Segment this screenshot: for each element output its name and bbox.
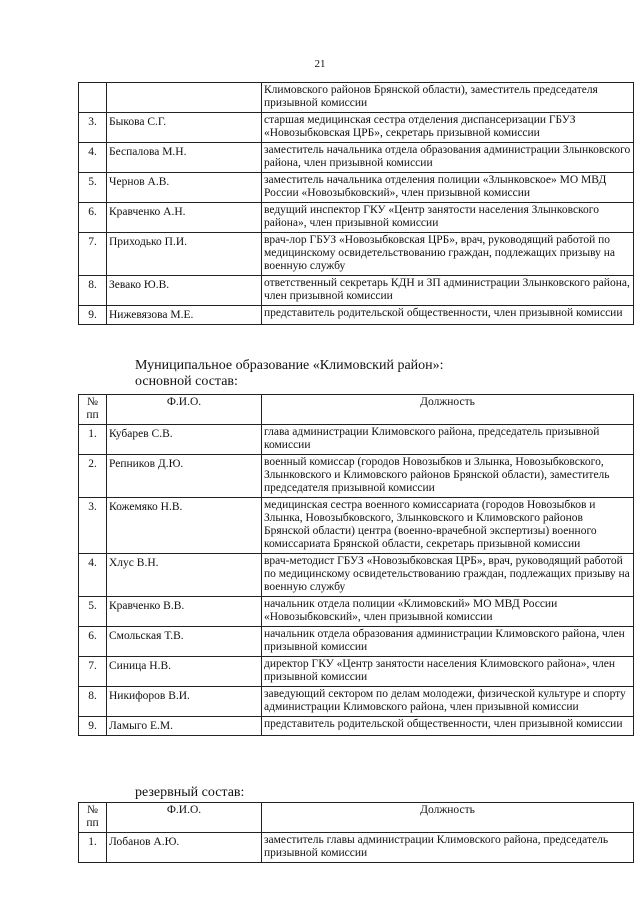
- row-number: 9.: [79, 306, 107, 325]
- row-number: 8.: [79, 687, 107, 717]
- member-position: начальник отдела полиции «Климовский» МО МВД России «Новозыбковский», член призывной комиссии: [262, 597, 634, 627]
- member-position: старшая медицинская сестра отделения диспансеризации ГБУЗ «Новозыбковская ЦРБ», секретарь призывной комиссии: [262, 113, 634, 143]
- member-position: заместитель начальника отдела образования администрации Злынковского района, член призывной комиссии: [262, 143, 634, 173]
- table-row: [79, 143, 634, 173]
- member-name: Кубарев С.В.: [107, 425, 262, 455]
- member-name: Кравченко А.Н.: [107, 203, 262, 233]
- table-header-row: [79, 395, 634, 425]
- member-name: Кравченко В.В.: [107, 597, 262, 627]
- row-number: 2.: [79, 455, 107, 498]
- commission-table-klimovo-reserve: [78, 802, 634, 863]
- member-position: директор ГКУ «Центр занятости населения Климовского района», член призывной комиссии: [262, 657, 634, 687]
- row-number: 6.: [79, 627, 107, 657]
- table-row: [79, 687, 634, 717]
- row-number: 3.: [79, 113, 107, 143]
- reserve-composition-heading: резервный состав:: [135, 785, 245, 800]
- table-header-row: [79, 803, 634, 833]
- member-name: Хлус В.Н.: [107, 554, 262, 597]
- row-number: [79, 83, 107, 113]
- header-name: Ф.И.О.: [107, 803, 262, 833]
- member-position: врач-методист ГБУЗ «Новозыбковская ЦРБ», врач, руководящий работой по медицинскому освидетельствованию граждан, подлежащих призыву на военную службу: [262, 554, 634, 597]
- member-name: Лобанов А.Ю.: [107, 833, 262, 863]
- member-name: Быкова С.Г.: [107, 113, 262, 143]
- commission-table-zlynka: [78, 82, 634, 325]
- table-body: [79, 425, 634, 736]
- header-num: № пп: [79, 395, 107, 425]
- table-row: [79, 173, 634, 203]
- member-position: ответственный секретарь КДН и ЗП администрации Злынковского района, член призывной комиссии: [262, 276, 634, 306]
- header-position: Должность: [262, 395, 634, 425]
- page-number: 21: [314, 58, 326, 70]
- table-row: [79, 833, 634, 863]
- member-name: Синица Н.В.: [107, 657, 262, 687]
- row-number: 5.: [79, 597, 107, 627]
- member-name: Зевако Ю.В.: [107, 276, 262, 306]
- row-number: 1.: [79, 425, 107, 455]
- member-name: Ламыго Е.М.: [107, 717, 262, 736]
- member-position: представитель родительской общественности, член призывной комиссии: [262, 306, 634, 325]
- member-position: военный комиссар (городов Новозыбков и Злынка, Новозыбковского, Злынковского и Климовского районов Брянской области), заместитель председателя призывной комиссии: [262, 455, 634, 498]
- table-row: [79, 554, 634, 597]
- row-number: 1.: [79, 833, 107, 863]
- member-position: медицинская сестра военного комиссариата (городов Новозыбков и Злынка, Новозыбковского, Злынковского и Климовского районов Брянской области) центра (военно-врачебной экспертизы) военного комиссариата Брянской области, секретарь призывной комиссии: [262, 498, 634, 554]
- row-number: 6.: [79, 203, 107, 233]
- member-position: заместитель начальника отделения полиции «Злынковское» МО МВД России «Новозыбковский», член призывной комиссии: [262, 173, 634, 203]
- header-position: Должность: [262, 803, 634, 833]
- member-name: Кожемяко Н.В.: [107, 498, 262, 554]
- table-body: [79, 83, 634, 325]
- table-row: [79, 717, 634, 736]
- table-row: [79, 113, 634, 143]
- member-name: Смольская Т.В.: [107, 627, 262, 657]
- member-position: начальник отдела образования администрации Климовского района, член призывной комиссии: [262, 627, 634, 657]
- member-name: Приходько П.И.: [107, 233, 262, 276]
- member-position: ведущий инспектор ГКУ «Центр занятости населения Злынковского района», член призывной комиссии: [262, 203, 634, 233]
- table-row: [79, 233, 634, 276]
- member-name: Нижевязова М.Е.: [107, 306, 262, 325]
- commission-table-klimovo-main: [78, 394, 634, 736]
- row-number: 3.: [79, 498, 107, 554]
- table-row: [79, 425, 634, 455]
- header-name: Ф.И.О.: [107, 395, 262, 425]
- member-position: представитель родительской общественности, член призывной комиссии: [262, 717, 634, 736]
- member-position: врач-лор ГБУЗ «Новозыбковская ЦРБ», врач, руководящий работой по медицинскому освидетельствованию граждан, подлежащих призыву на военную службу: [262, 233, 634, 276]
- main-composition-heading: основной состав:: [135, 374, 238, 389]
- table-row: [79, 276, 634, 306]
- row-number: 8.: [79, 276, 107, 306]
- member-position: заместитель главы администрации Климовского района, председатель призывной комиссии: [262, 833, 634, 863]
- row-number: 9.: [79, 717, 107, 736]
- table-row: [79, 597, 634, 627]
- member-name: Чернов А.В.: [107, 173, 262, 203]
- member-position: заведующий сектором по делам молодежи, физической культуре и спорту администрации Климовского района, член призывной комиссии: [262, 687, 634, 717]
- member-name: Репников Д.Ю.: [107, 455, 262, 498]
- row-number: 7.: [79, 233, 107, 276]
- municipality-heading: Муниципальное образование «Климовский район»:: [135, 358, 444, 373]
- table-row: [79, 306, 634, 325]
- row-number: 5.: [79, 173, 107, 203]
- table-row: [79, 657, 634, 687]
- table-row: [79, 627, 634, 657]
- member-name: [107, 83, 262, 113]
- member-name: Никифоров В.И.: [107, 687, 262, 717]
- table-row: [79, 203, 634, 233]
- table-row: [79, 498, 634, 554]
- member-name: Беспалова М.Н.: [107, 143, 262, 173]
- member-position: глава администрации Климовского района, председатель призывной комиссии: [262, 425, 634, 455]
- row-number: 7.: [79, 657, 107, 687]
- row-number: 4.: [79, 143, 107, 173]
- row-number: 4.: [79, 554, 107, 597]
- table-row: [79, 83, 634, 113]
- header-num: № пп: [79, 803, 107, 833]
- table-body: [79, 833, 634, 863]
- table-row: [79, 455, 634, 498]
- member-position: Климовского районов Брянской области), заместитель председателя призывной комиссии: [262, 83, 634, 113]
